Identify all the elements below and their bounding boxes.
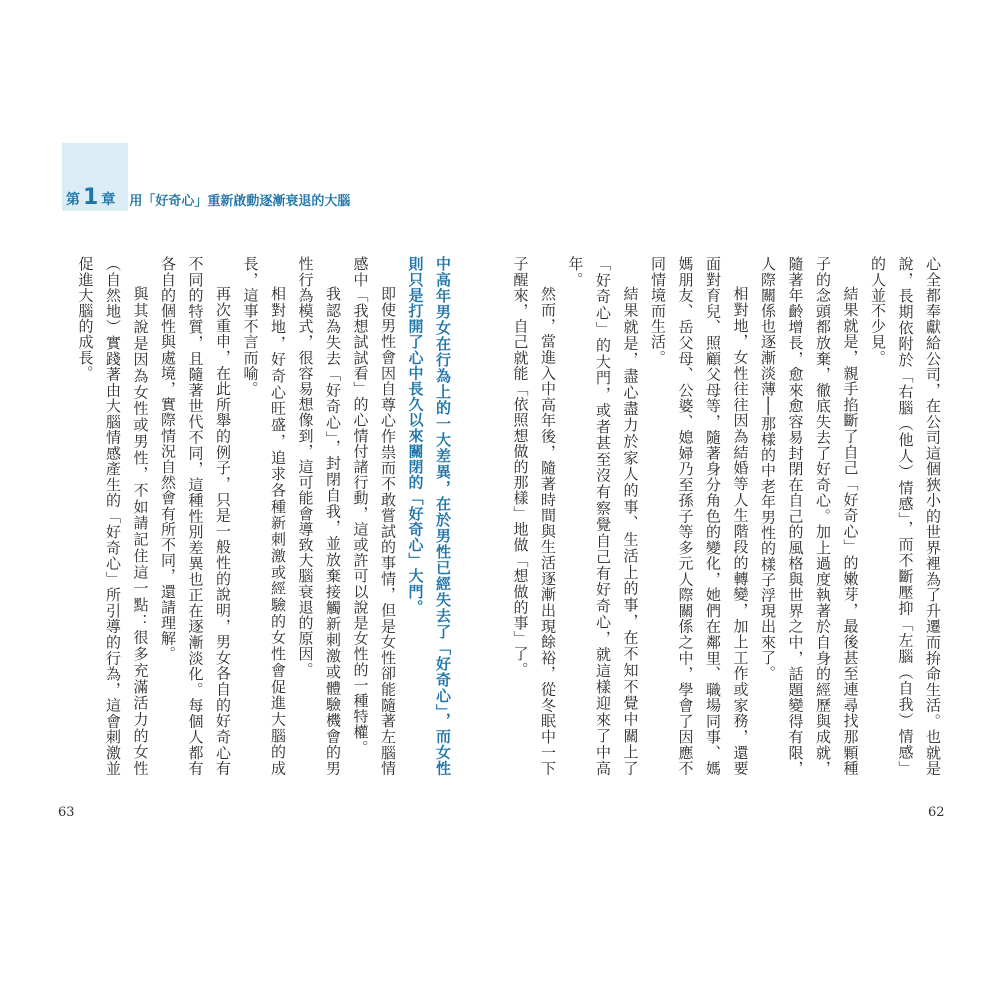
right-paragraph-1: 心全都奉獻給公司，在公司這個狹小的世界裡為了升遷而拚命生活。也就是說，長期依附於「右腦（他人）情感」，而不斷壓抑「左腦（自我）情感」的人並不少見。 xyxy=(869,256,942,776)
left-paragraph-1: 即使男性會因自尊心作祟而不敢嘗試的事情，但是女性卻能隨著左腦情感中「我想試試看」的心情付諸行動，這或許可以說是女性的一種特權。 xyxy=(351,256,397,776)
right-page-body xyxy=(511,256,946,776)
right-paragraph-2: 結果就是，親手掐斷了自己「好奇心」的嫩芽，最後甚至連尋找那顆種子的念頭都放棄，徹底失去了好奇心。加上過度執著於自身的經歷與成就，隨著年齡增長，愈來愈容易封閉在自己的風格與世界之中，話題變得有限，人際關係也逐漸淡薄──那樣的中老年男性的樣子浮現出來了。 xyxy=(759,256,860,776)
left-paragraph-3: 相對地，好奇心旺盛，追求各種新刺激或經驗的女性會促進大腦的成長，這事不言而喻。 xyxy=(241,256,287,776)
highlight-paragraph: 中高年男女在行為上的一大差異，在於男性已經失去了「好奇心」，而女性則只是打開了心中長久以來關閉的「好奇心」大門。 xyxy=(406,256,452,776)
left-paragraph-2: 我認為失去「好奇心」，封閉自我，並放棄接觸新刺激或體驗機會的男性行為模式，很容易想像到，這可能會導致大腦衰退的原因。 xyxy=(296,256,342,776)
right-paragraph-5: 然而，當進入中高年後，隨著時間與生活逐漸出現餘裕，從冬眠中一下子醒來，自己就能「依照想做的那樣」地做「想做的事」了。 xyxy=(511,256,557,776)
left-paragraph-5: 與其說是因為女性或男性，不如請記住這一點：很多充滿活力的女性（自然地）實踐著由大腦情感產生的「好奇心」所引導的行為，這會刺激並促進大腦的成長。 xyxy=(76,256,150,776)
left-page-body xyxy=(56,256,456,776)
chapter-title: 用「好奇心」重新啟動逐漸衰退的大腦 xyxy=(129,193,351,209)
right-paragraph-4: 結果就是，盡心盡力於家人的事、生活上的事，在不知不覺中關上了「好奇心」的大門，或者甚至沒有察覺自己有好奇心，就這樣迎來了中高年。 xyxy=(566,256,640,776)
right-paragraph-3: 相對地，女性往往因為結婚等人生階段的轉變，加上工作或家務，還要面對育兒、照顧父母等，隨著身分角色的變化，她們在鄰里、職場同事、媽媽朋友、岳父母、公婆、媳婦乃至孫子等多元人際關係之中，學會了因應不同情境而生活。 xyxy=(649,256,750,776)
page-number-right: 62 xyxy=(928,805,945,820)
left-paragraph-4: 再次重申，在此所舉的例子，只是一般性的說明，男女各自的好奇心有不同的特質，且隨著世代不同，這種性別差異也正在逐漸淡化。每個人都有各自的個性與處境，實際情況自然會有所不同，還請理解。 xyxy=(159,256,232,776)
chapter-label-suffix: 章 xyxy=(101,192,116,208)
page-number-left: 63 xyxy=(58,805,75,820)
chapter-number: 1 xyxy=(83,184,99,210)
chapter-header xyxy=(66,186,350,212)
chapter-label-prefix: 第 xyxy=(66,192,80,208)
